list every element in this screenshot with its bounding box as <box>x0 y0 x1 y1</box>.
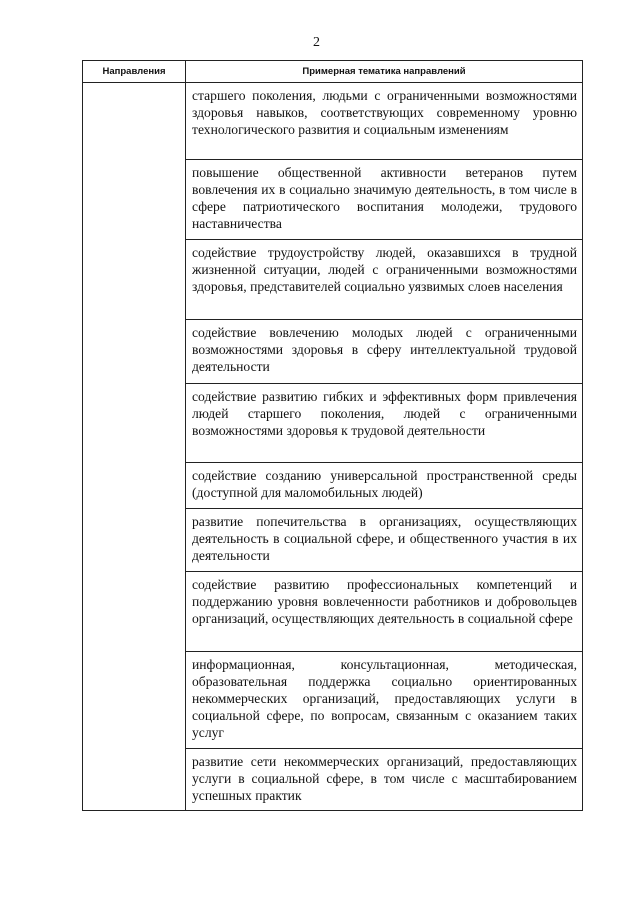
topic-cell <box>186 749 583 811</box>
topic-cell <box>186 652 583 749</box>
header-topics: Примерная тематика направлений <box>186 61 583 83</box>
topic-cell <box>186 83 583 160</box>
table-header-row <box>83 61 583 83</box>
table-row <box>83 83 583 160</box>
page-number: 2 <box>313 35 320 50</box>
topic-cell <box>186 160 583 240</box>
topic-text: содействие развитию профессиональных компетенций и поддержанию уровня вовлеченности работников и добровольцев организаций, осуществляющих деятельность в социальной сфере <box>192 577 577 626</box>
topic-cell <box>186 240 583 320</box>
topic-text: содействие вовлечению молодых людей с ограниченными возможностями здоровья в сферу интеллектуальной трудовой деятельности <box>192 325 577 374</box>
topic-text: содействие трудоустройству людей, оказавшихся в трудной жизненной ситуации, людей с ограниченными возможностями здоровья, представителей социально уязвимых слоев населения <box>192 245 577 294</box>
topic-text: развитие попечительства в организациях, осуществляющих деятельность в социальной сфере, и общественного участия в их деятельности <box>192 514 577 563</box>
topic-cell <box>186 384 583 463</box>
directions-table <box>82 60 583 811</box>
topic-cell <box>186 320 583 384</box>
topic-text: содействие развитию гибких и эффективных форм привлечения людей старшего поколения, людей с ограниченными возможностями здоровья к трудовой деятельности <box>192 389 577 438</box>
topic-text: информационная, консультационная, методическая, образовательная поддержка социально ориентированных некоммерческих организаций, предоставляющих услуги в социальной сфере, по вопросам, связанным с оказанием таких услуг <box>192 657 577 740</box>
topic-text: развитие сети некоммерческих организаций, предоставляющих услуги в социальной сфере, в том числе с масштабированием успешных практик <box>192 754 577 803</box>
topic-text: содействие созданию универсальной пространственной среды (доступной для маломобильных людей) <box>192 468 577 500</box>
header-directions: Направления <box>83 61 186 83</box>
topic-text: повышение общественной активности ветеранов путем вовлечения их в социально значимую деятельность, в том числе в сфере патриотического воспитания молодежи, трудового наставничества <box>192 165 577 231</box>
directions-cell-merged <box>83 83 186 811</box>
topic-cell <box>186 463 583 509</box>
topic-cell <box>186 509 583 572</box>
topic-text: старшего поколения, людьми с ограниченными возможностями здоровья навыков, соответствующих современному уровню технологического развития и социальным изменениям <box>192 88 577 137</box>
topic-cell <box>186 572 583 652</box>
